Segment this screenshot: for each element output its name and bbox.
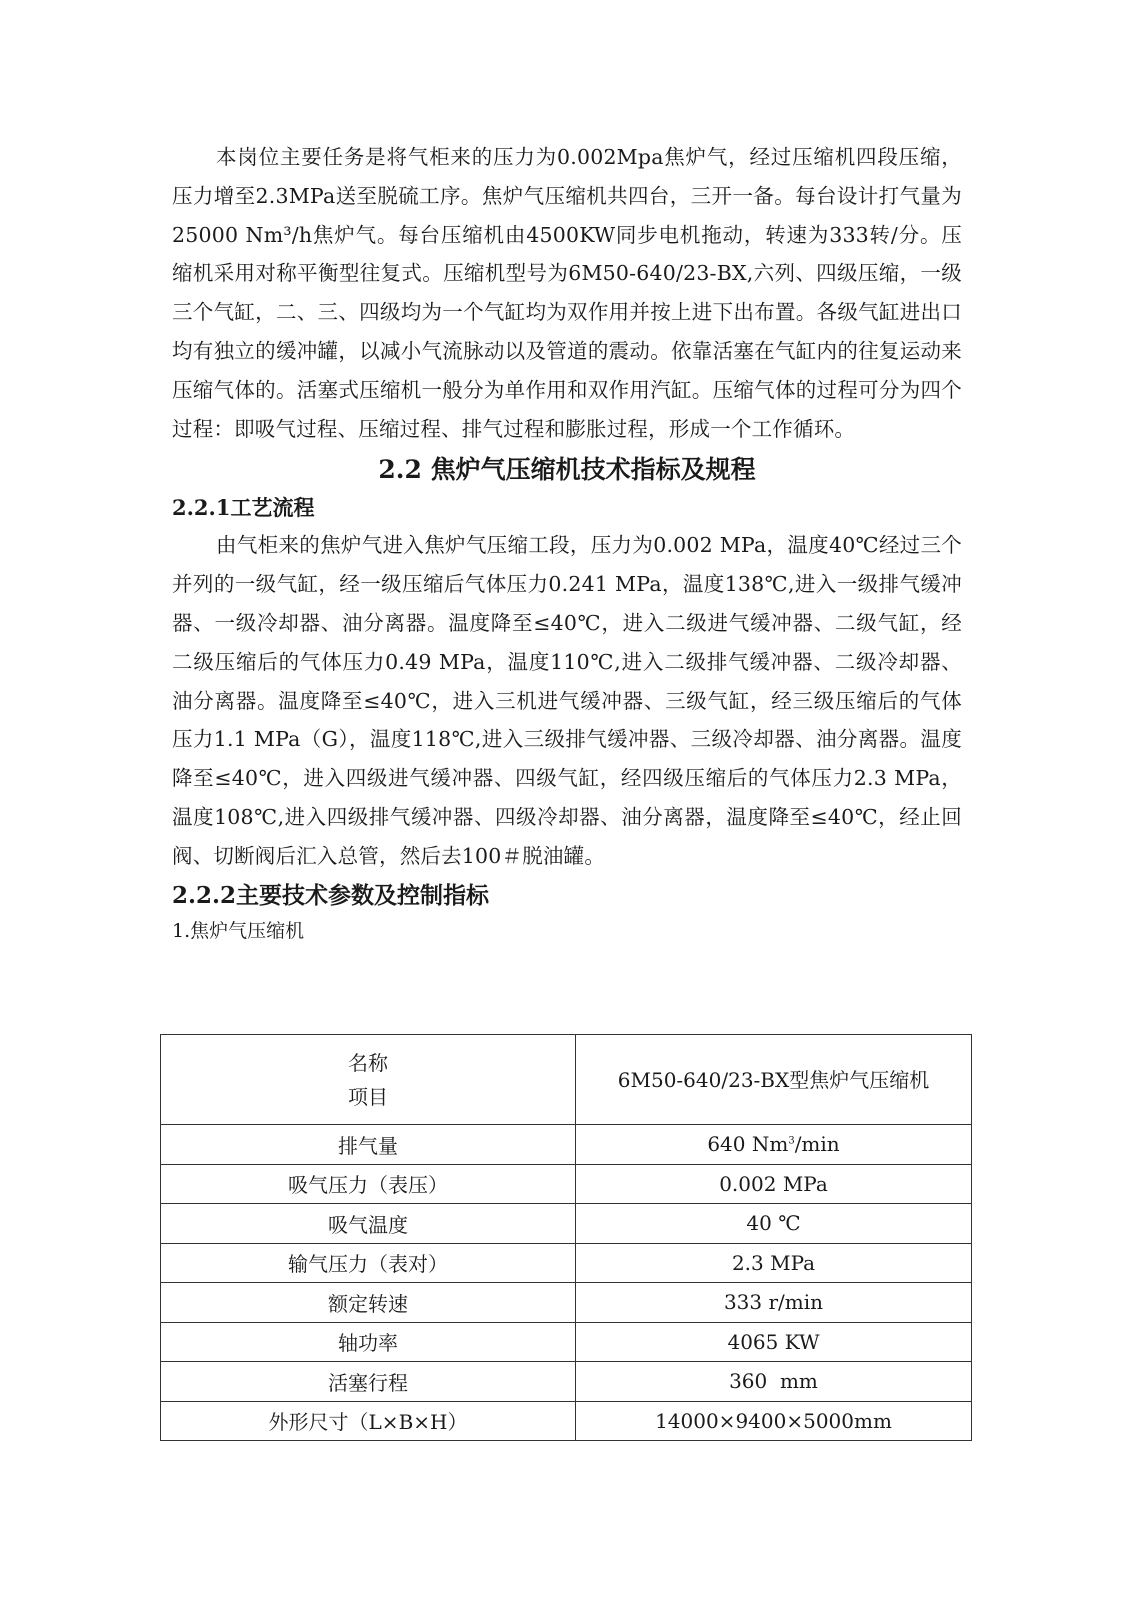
table-row [161, 1125, 972, 1165]
row-value: 4065 KW [576, 1322, 972, 1362]
subsection-technical-parameters: 2.2.2主要技术参数及控制指标 [172, 881, 490, 909]
row-item: 吸气压力（表压） [161, 1164, 576, 1204]
row-value: 640 Nm$^3$/min [576, 1125, 972, 1165]
row-item: 活塞行程 [161, 1362, 576, 1402]
header-item-label: 项目 [348, 1084, 388, 1109]
table-row [161, 1322, 972, 1362]
subsection-process-flow: 2.2.1工艺流程 [172, 495, 315, 521]
table-row [161, 1243, 972, 1283]
table-row [161, 1362, 972, 1402]
row-item: 输气压力（表对） [161, 1243, 576, 1283]
row-item: 吸气温度 [161, 1204, 576, 1244]
table-header-left [161, 1035, 576, 1125]
row-value: 0.002 MPa [576, 1164, 972, 1204]
intro-paragraph: 本岗位主要任务是将气柜来的压力为0.002Mpa焦炉气，经过压缩机四段压缩，压力增至2.3MPa送至脱硫工序。焦炉气压缩机共四台，三开一备。每台设计打气量为25000 Nm³/h焦炉气。每台压缩机由4500KW同步电机拖动，转速为333转/分。压缩机采用对称平衡型往复式。压缩机型号为6M50-640/23-BX,六列、四级压缩，一级三个气缸，二、三、四级均为一个气缸均为双作用并按上进下出布置。各级气缸进出口均有独立的缓冲罐，以减小气流脉动以及管道的震动。依靠活塞在气缸内的往复运动来压缩气体的。活塞式压缩机一般分为单作用和双作用汽缸。压缩气体的过程可分为四个过程：即吸气过程、压缩过程、排气过程和膨胀过程，形成一个工作循环。 [172, 145, 962, 441]
row-value: 333 r/min [576, 1283, 972, 1323]
row-value: 2.3 MPa [576, 1243, 972, 1283]
table-row [161, 1401, 972, 1441]
document-body [172, 138, 962, 946]
row-item: 排气量 [161, 1125, 576, 1165]
table-header-row [161, 1035, 972, 1125]
table-title: 1.焦炉气压缩机 [172, 919, 305, 942]
section-title: 2.2 焦炉气压缩机技术指标及规程 [378, 455, 756, 485]
table-row [161, 1283, 972, 1323]
table-row [161, 1204, 972, 1244]
process-paragraph: 由气柜来的焦炉气进入焦炉气压缩工段，压力为0.002 MPa，温度40℃经过三个并列的一级气缸，经一级压缩后气体压力0.241 MPa，温度138℃,进入一级排气缓冲器、一级冷却器、油分离器。温度降至≤40℃，进入二级进气缓冲器、二级气缸，经二级压缩后的气体压力0.49 MPa，温度110℃,进入二级排气缓冲器、二级冷却器、油分离器。温度降至≤40℃，进入三机进气缓冲器、三级气缸，经三级压缩后的气体压力1.1 MPa（G），温度118℃,进入三级排气缓冲器、三级冷却器、油分离器。温度降至≤40℃，进入四级进气缓冲器、四级气缸，经四级压缩后的气体压力2.3 MPa，温度108℃,进入四级排气缓冲器、四级冷却器、油分离器，温度降至≤40℃，经止回阀、切断阀后汇入总管，然后去100＃脱油罐。 [172, 533, 962, 868]
row-value: 14000×9400×5000mm [576, 1401, 972, 1441]
row-item: 轴功率 [161, 1322, 576, 1362]
row-value: 40 ℃ [576, 1204, 972, 1244]
table-header-model: 6M50-640/23-BX型焦炉气压缩机 [576, 1035, 972, 1125]
row-item: 外形尺寸（L×B×H） [161, 1401, 576, 1441]
compressor-spec-table [160, 1034, 972, 1441]
row-item: 额定转速 [161, 1283, 576, 1323]
header-name-label: 名称 [348, 1050, 388, 1075]
table-row [161, 1164, 972, 1204]
row-value: 360 mm [576, 1362, 972, 1402]
